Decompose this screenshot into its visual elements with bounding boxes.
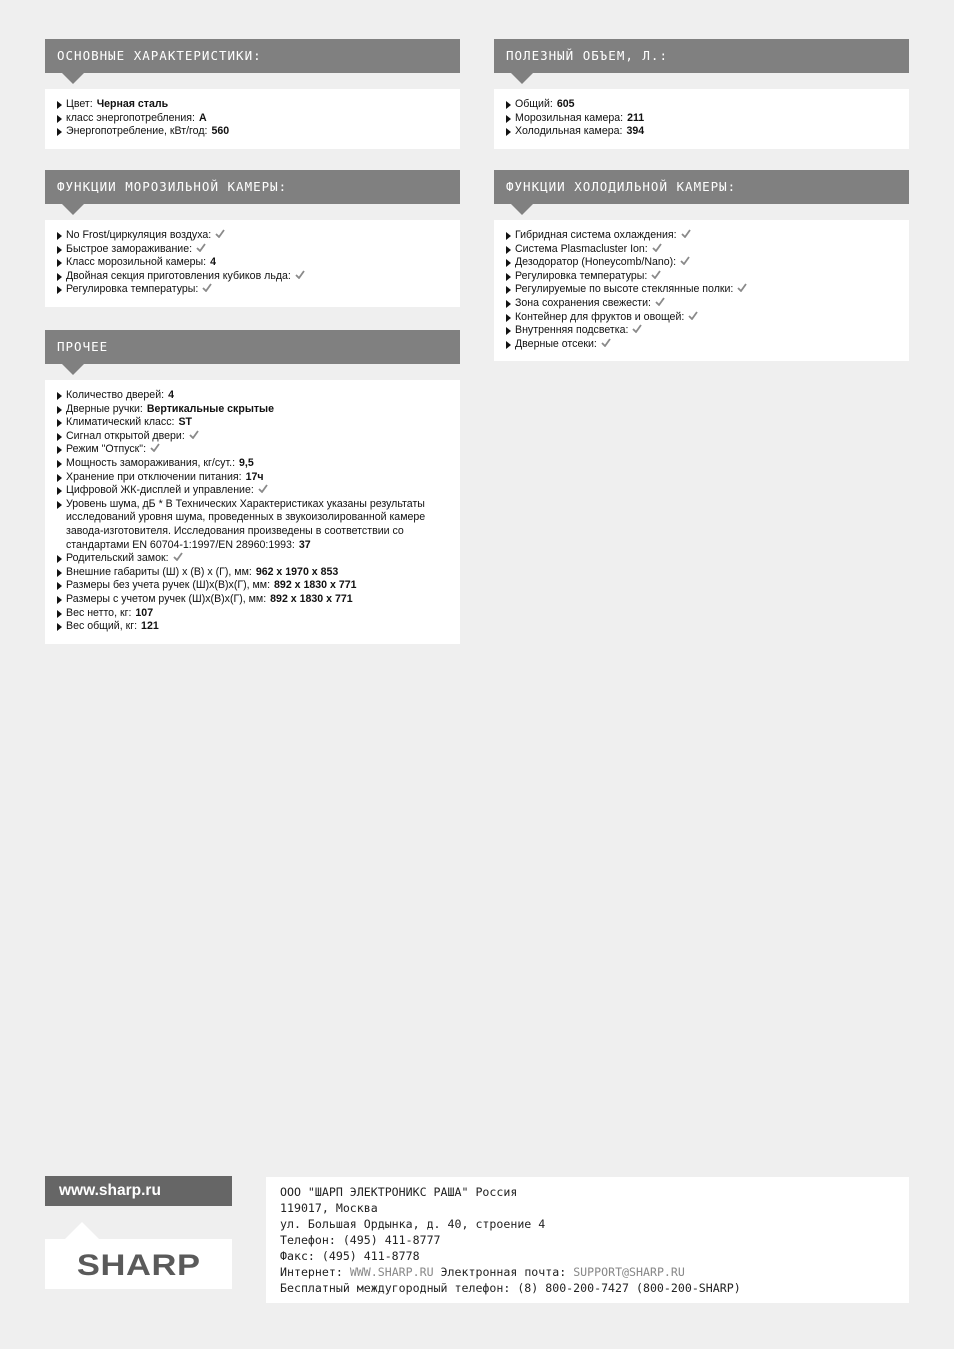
spec-item xyxy=(55,403,450,417)
spec-label: Система Plasmacluster Ion: xyxy=(515,242,648,255)
checkmark-icon xyxy=(652,243,662,257)
spec-label: Холодильная камера: xyxy=(515,125,623,138)
spec-value: 9,5 xyxy=(239,456,254,469)
spec-label: Морозильная камера: xyxy=(515,111,624,124)
checkmark-icon xyxy=(189,430,199,444)
spec-item xyxy=(55,283,450,297)
spec-label: Двойная секция приготовления кубиков льда: xyxy=(66,269,291,282)
spec-item xyxy=(55,566,450,580)
section-body xyxy=(494,220,909,361)
spec-value: A xyxy=(198,111,207,124)
checkmark-icon xyxy=(737,283,747,297)
spec-label: Внутренняя подсветка: xyxy=(515,324,629,337)
spec-value: 37 xyxy=(298,538,311,551)
spec-value: Вертикальные скрытые xyxy=(146,402,274,415)
spec-label: Внешние габариты (Ш) х (В) х (Г), мм: xyxy=(66,565,252,578)
spec-item xyxy=(55,607,450,621)
spec-value: 394 xyxy=(626,125,645,138)
spec-item xyxy=(55,256,450,270)
section-fridge xyxy=(494,170,909,361)
spec-value: 892 x 1830 x 771 xyxy=(270,592,353,605)
internet-line xyxy=(280,1264,895,1280)
spec-label: Цвет: xyxy=(66,98,93,110)
spec-label: Регулировка температуры: xyxy=(515,269,648,282)
spec-label: Быстрое замораживание: xyxy=(66,242,193,255)
section-title: ПРОЧЕЕ xyxy=(45,330,460,364)
spec-item xyxy=(55,471,450,485)
spec-item xyxy=(55,579,450,593)
zip-city: 119017, Москва xyxy=(280,1201,378,1215)
spec-label: Вес нетто, кг: xyxy=(66,606,132,619)
spec-label: Дверные ручки: xyxy=(66,402,143,415)
section-title: ФУНКЦИИ МОРОЗИЛЬНОЙ КАМЕРЫ: xyxy=(45,170,460,204)
spec-label: Климатический класс: xyxy=(66,416,175,429)
email-link[interactable]: SUPPORT@SHARP.RU xyxy=(573,1265,685,1279)
spec-item xyxy=(55,457,450,471)
email-label: Электронная почта: xyxy=(440,1265,567,1279)
spec-value: 605 xyxy=(556,98,575,110)
checkmark-icon xyxy=(655,297,665,311)
section-body xyxy=(45,220,460,307)
spec-label: Дезодоратор (Honeycomb/Nano): xyxy=(515,256,677,269)
website-link[interactable]: www.sharp.ru xyxy=(45,1176,232,1206)
hotline: Бесплатный междугородный телефон: (8) 800-200-7427 (800-200-SHARP) xyxy=(280,1281,741,1295)
spec-label: Зона сохранения свежести: xyxy=(515,296,652,309)
spec-item xyxy=(504,256,899,270)
checkmark-icon xyxy=(196,243,206,257)
checkmark-icon xyxy=(173,552,183,566)
checkmark-icon xyxy=(632,324,642,338)
section-body xyxy=(45,89,460,149)
spec-value: 4 xyxy=(168,389,174,401)
spec-label: Регулируемые по высоте стеклянные полки: xyxy=(515,283,734,296)
spec-value: 892 x 1830 x 771 xyxy=(274,579,357,592)
spec-item xyxy=(55,416,450,430)
spec-item xyxy=(504,311,899,325)
spec-value: 560 xyxy=(211,125,230,138)
spec-item xyxy=(55,229,450,243)
checkmark-icon xyxy=(295,270,305,284)
checkmark-icon xyxy=(681,229,691,243)
spec-item xyxy=(55,620,450,634)
phone: Телефон: (495) 411-8777 xyxy=(280,1233,441,1247)
spec-item xyxy=(504,324,899,338)
spec-item xyxy=(504,243,899,257)
spec-label: Сигнал открытой двери: xyxy=(66,429,185,442)
spec-value: 121 xyxy=(141,620,159,633)
spec-item xyxy=(55,443,450,457)
spec-item xyxy=(55,389,450,403)
spec-item xyxy=(504,125,899,139)
spec-value: ST xyxy=(178,416,193,429)
spec-label: Режим "Отпуск": xyxy=(66,443,147,456)
spec-value: 4 xyxy=(210,256,216,269)
spec-label: Вес общий, кг: xyxy=(66,620,138,633)
spec-item xyxy=(504,297,899,311)
spec-item xyxy=(504,283,899,297)
checkmark-icon xyxy=(258,484,268,498)
spec-value: 211 xyxy=(627,111,645,124)
spec-item xyxy=(55,484,450,498)
spec-label: Мощность замораживания, кг/сут.: xyxy=(66,456,236,469)
spec-value: 962 x 1970 x 853 xyxy=(255,565,339,578)
spec-item xyxy=(55,430,450,444)
section-other xyxy=(45,330,460,644)
section-main xyxy=(45,39,460,149)
logo-text: SHARP xyxy=(76,1249,201,1282)
internet-link[interactable]: WWW.SHARP.RU xyxy=(349,1265,434,1279)
spec-label: Общий: xyxy=(515,98,553,110)
checkmark-icon xyxy=(651,270,661,284)
spec-label: класс энергопотребления: xyxy=(66,111,195,124)
section-title: ФУНКЦИИ ХОЛОДИЛЬНОЙ КАМЕРЫ: xyxy=(494,170,909,204)
section-body xyxy=(494,89,909,149)
spec-item xyxy=(504,270,899,284)
checkmark-icon xyxy=(150,443,160,457)
spec-value: 107 xyxy=(135,606,154,619)
spec-label: Класс морозильной камеры: xyxy=(66,256,207,269)
spec-value: Черная сталь xyxy=(96,98,169,110)
spec-label: Гибридная система охлаждения: xyxy=(515,229,677,241)
spec-item xyxy=(55,270,450,284)
spec-item xyxy=(55,593,450,607)
sharp-logo xyxy=(45,1239,232,1289)
spec-item xyxy=(55,98,450,112)
checkmark-icon xyxy=(680,256,690,270)
section-title: ПОЛЕЗНЫЙ ОБЪЕМ, Л.: xyxy=(494,39,909,73)
spec-label: Цифровой ЖК-дисплей и управление: xyxy=(66,484,254,497)
checkmark-icon xyxy=(601,338,611,352)
section-body xyxy=(45,380,460,644)
spec-item xyxy=(504,229,899,243)
spec-label: Регулировка температуры: xyxy=(66,283,199,296)
spec-label: Размеры без учета ручек (Ш)х(В)х(Г), мм: xyxy=(66,579,271,592)
spec-label: Энергопотребление, кВт/год: xyxy=(66,125,208,138)
spec-label: Контейнер для фруктов и овощей: xyxy=(515,310,685,323)
street: ул. Большая Ордынка, д. 40, строение 4 xyxy=(280,1217,546,1231)
section-freezer xyxy=(45,170,460,307)
spec-item xyxy=(55,552,450,566)
spec-item xyxy=(55,112,450,126)
checkmark-icon xyxy=(215,229,225,243)
contact-address xyxy=(266,1177,909,1303)
checkmark-icon xyxy=(688,311,698,325)
section-volume xyxy=(494,39,909,149)
spec-item xyxy=(55,498,450,552)
spec-item xyxy=(504,338,899,352)
spec-item xyxy=(504,98,899,112)
spec-label: No Frost/циркуляция воздуха: xyxy=(66,229,212,241)
section-title: ОСНОВНЫЕ ХАРАКТЕРИСТИКИ: xyxy=(45,39,460,73)
spec-item xyxy=(504,112,899,126)
spec-label: Уровень шума, дБ * В Технических Характеристиках указаны результаты исследований уровня шума, проведенных в звукоизолированной камере завода-изготовителя. Исследования произведены в соответствии со стандартами EN 60704-1:1997/EN 28960:1993: xyxy=(66,497,426,551)
spec-label: Родительский замок: xyxy=(66,552,169,565)
fax: Факс: (495) 411-8778 xyxy=(280,1249,420,1263)
spec-value: 17ч xyxy=(245,470,264,483)
spec-item xyxy=(55,125,450,139)
company-name: ООО "ШАРП ЭЛЕКТРОНИКС РАША" Россия xyxy=(280,1185,518,1199)
spec-label: Количество дверей: xyxy=(66,389,165,401)
spec-label: Размеры с учетом ручек (Ш)х(В)х(Г), мм: xyxy=(66,592,267,605)
spec-label: Хранение при отключении питания: xyxy=(66,470,242,483)
internet-label: Интернет: xyxy=(280,1265,343,1279)
checkmark-icon xyxy=(202,283,212,297)
spec-label: Дверные отсеки: xyxy=(515,337,597,350)
spec-item xyxy=(55,243,450,257)
